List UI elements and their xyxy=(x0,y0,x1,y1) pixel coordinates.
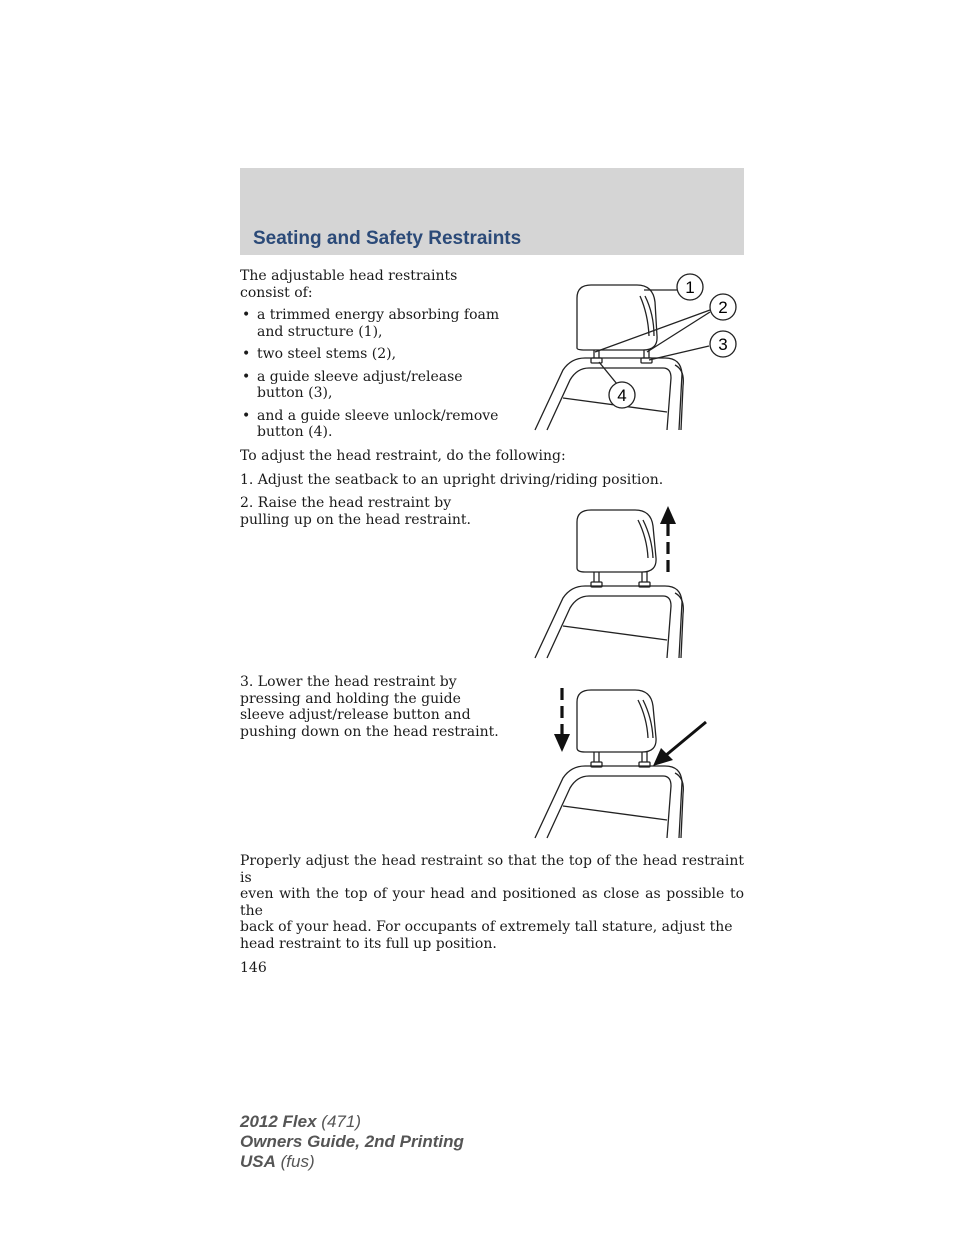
callout-1 xyxy=(677,274,703,300)
head-restraint-components-figure xyxy=(525,270,745,435)
callout-3 xyxy=(710,331,736,357)
list-item: • a trimmed energy absorbing foam and structure (1), xyxy=(242,307,500,340)
component-list xyxy=(240,307,499,447)
list-item: • two steel stems (2), xyxy=(242,346,397,362)
step-2: 2. Raise the head restraint by pulling up on the head restraint. xyxy=(240,495,471,528)
svg-text:1: 1 xyxy=(685,278,695,297)
list-item: • and a guide sleeve unlock/remove button (4). xyxy=(242,407,499,440)
intro-text: The adjustable head restraints consist of: xyxy=(240,268,458,301)
callout-2 xyxy=(710,294,736,320)
document-footer: 2012 Flex (471) Owners Guide, 2nd Printing USA (fus) xyxy=(240,1112,464,1171)
page-number: 146 xyxy=(240,960,267,976)
up-arrow-icon xyxy=(660,506,676,572)
svg-text:3: 3 xyxy=(718,335,728,354)
raise-head-restraint-figure xyxy=(525,500,705,662)
closing-paragraph: Properly adjust the head restraint so that the top of the head restraint is even with the top of your head and positioned as close as possible to the back of your head. For occupants of extremely tall stature, adjust the head restraint to its full up position. xyxy=(240,853,744,952)
step-3: 3. Lower the head restraint by pressing and holding the guide sleeve adjust/release button and pushing down on the head restraint. xyxy=(240,674,499,740)
instructions-lead: To adjust the head restraint, do the following: xyxy=(240,448,566,464)
step-1: 1. Adjust the seatback to an upright driving/riding position. xyxy=(240,472,664,488)
list-item: • a guide sleeve adjust/release button (3), xyxy=(242,368,463,401)
callout-4 xyxy=(609,382,635,408)
release-button-pointer-arrow-icon xyxy=(653,722,706,766)
svg-text:2: 2 xyxy=(718,298,728,317)
lower-head-restraint-figure xyxy=(525,680,715,842)
down-arrow-icon xyxy=(554,688,570,752)
svg-text:4: 4 xyxy=(617,386,627,405)
section-title: Seating and Safety Restraints xyxy=(253,228,522,249)
